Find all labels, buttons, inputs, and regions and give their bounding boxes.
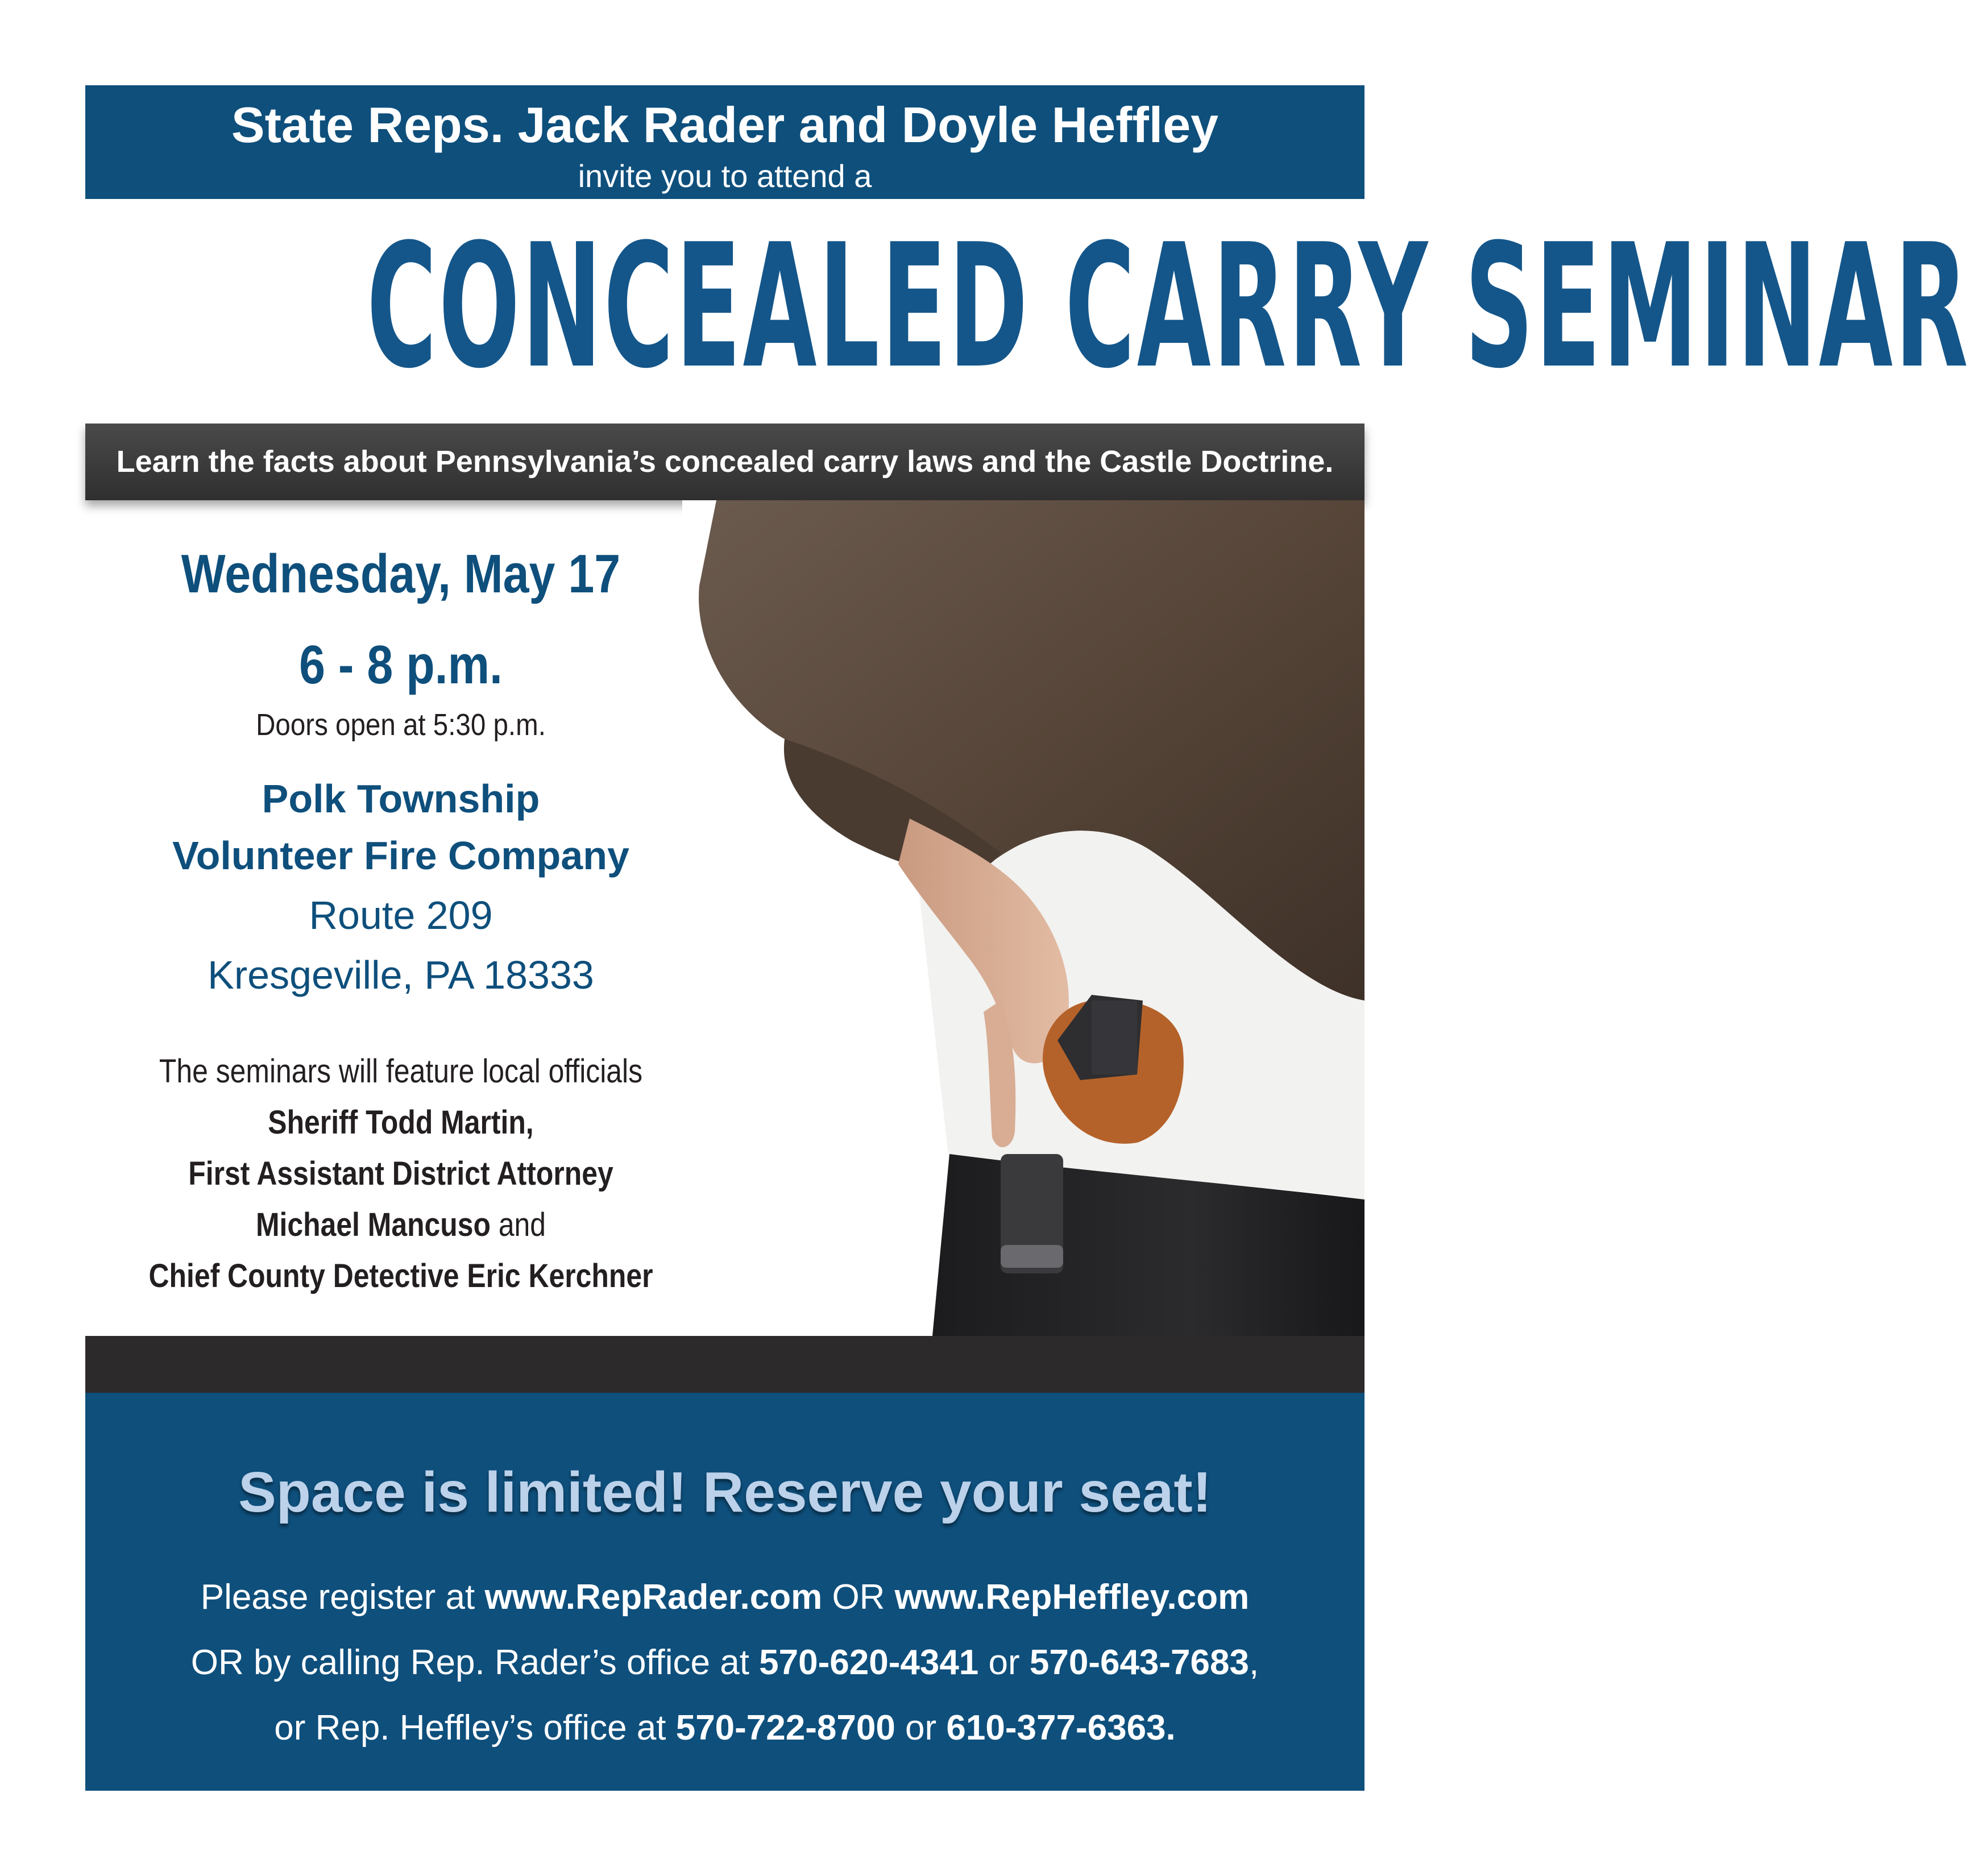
or-text: OR	[822, 1578, 895, 1617]
official-sheriff: Sheriff Todd Martin,	[268, 1104, 534, 1141]
or-text: or	[978, 1643, 1030, 1682]
venue-address-line2: Kresgeville, PA 18333	[208, 953, 594, 997]
subtitle-text: Learn the facts about Pennsylvania’s concealed carry laws and the Castle Doctrine.	[116, 445, 1334, 479]
or-text: or	[895, 1708, 947, 1748]
hosts-line: State Reps. Jack Rader and Doyle Heffley	[231, 97, 1219, 153]
official-da-title: First Assistant District Attorney	[188, 1155, 613, 1192]
heffley-website-link[interactable]: www.RepHeffley.com	[894, 1578, 1250, 1617]
invite-line: invite you to attend a	[578, 158, 872, 194]
official-da-name-bold: Michael Mancuso	[255, 1206, 491, 1243]
divider-band	[85, 1336, 1365, 1393]
rader-phone-2: 570-643-7683	[1029, 1643, 1249, 1682]
register-line3	[85, 1700, 1365, 1757]
rader-phone-1: 570-620-4341	[759, 1643, 979, 1682]
register-line2	[85, 1634, 1365, 1691]
comma: ,	[1249, 1643, 1259, 1682]
venue-address-line1: Route 209	[309, 893, 493, 937]
official-da-name	[130, 1200, 673, 1251]
registration-box	[85, 1393, 1365, 1791]
doors-open: Doors open at 5:30 p.m.	[256, 708, 546, 742]
seminar-title: CONCEALED CARRY SEMINAR	[367, 207, 1970, 406]
heffley-phone-1: 570-722-8700	[675, 1708, 895, 1748]
official-detective: Chief County Detective Eric Kerchner	[148, 1257, 653, 1294]
register-line1	[85, 1569, 1365, 1626]
heffley-office-text: or Rep. Heffley’s office at	[274, 1708, 676, 1748]
rader-website-link[interactable]: www.RepRader.com	[484, 1578, 823, 1617]
officials-intro: The seminars will feature local officials	[159, 1053, 643, 1090]
venue-name-line2: Volunteer Fire Company	[172, 833, 629, 878]
venue-name-line1: Polk Township	[262, 777, 540, 821]
call-to-action: Space is limited! Reserve your seat!	[238, 1460, 1212, 1524]
holster-illustration	[682, 500, 1365, 1336]
heffley-phone-2: 610-377-6363.	[946, 1708, 1176, 1748]
header-banner	[85, 85, 1365, 199]
rader-office-text: OR by calling Rep. Rader’s office at	[190, 1643, 760, 1682]
event-time: 6 - 8 p.m.	[299, 634, 503, 695]
register-text: Please register at	[200, 1578, 485, 1617]
subtitle-bar	[85, 424, 1365, 500]
concealed-carry-photo	[682, 500, 1365, 1336]
event-date: Wednesday, May 17	[181, 543, 621, 604]
official-da-and: and	[490, 1206, 546, 1243]
